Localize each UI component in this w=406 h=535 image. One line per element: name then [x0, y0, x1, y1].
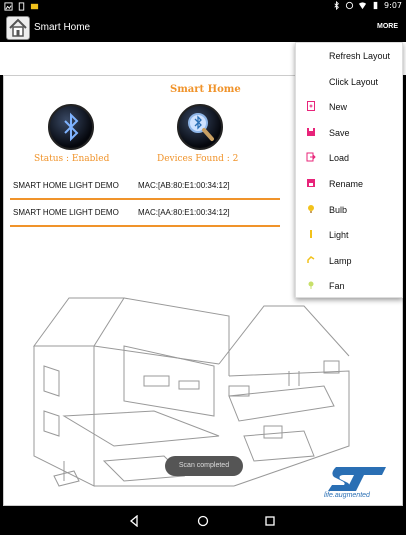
bulb-icon	[306, 204, 316, 214]
house-icon	[7, 17, 29, 39]
folder-notification-icon	[30, 2, 39, 11]
menu-item-label: New	[329, 102, 348, 113]
load-icon	[306, 152, 316, 162]
search-bluetooth-icon	[179, 106, 221, 148]
device-name: SMART HOME LIGHT DEMO	[13, 208, 119, 217]
menu-item-click-layout[interactable]	[296, 69, 404, 95]
notification-icons	[4, 2, 39, 11]
device-name: SMART HOME LIGHT DEMO	[13, 181, 119, 190]
menu-item-label: Load	[329, 153, 350, 164]
menu-item-new[interactable]	[296, 94, 404, 120]
recents-icon[interactable]	[264, 515, 276, 527]
phone-notification-icon	[17, 2, 26, 11]
new-file-icon	[306, 101, 316, 111]
status-bar	[0, 0, 406, 14]
more-button[interactable]: MORE	[377, 23, 398, 30]
app-title: Smart Home	[34, 22, 91, 33]
menu-item-rename[interactable]	[296, 171, 404, 197]
menu-item-load[interactable]	[296, 145, 404, 171]
lamp-icon	[306, 255, 316, 265]
battery-status-icon	[371, 1, 380, 10]
overflow-menu	[295, 42, 403, 298]
navigation-bar	[0, 507, 406, 535]
status-time: 9:07	[384, 1, 402, 10]
device-list-item[interactable]	[10, 199, 280, 225]
menu-item-label: Click Layout	[329, 76, 379, 87]
light-icon	[306, 229, 316, 239]
menu-item-label: Bulb	[329, 204, 348, 215]
menu-item-fan[interactable]	[296, 273, 404, 299]
menu-item-bulb[interactable]	[296, 197, 404, 223]
menu-item-save[interactable]	[296, 120, 404, 146]
scan-completed-toast: Scan completed	[165, 456, 243, 476]
menu-item-label: Save	[329, 127, 350, 138]
menu-item-label: Lamp	[329, 255, 352, 266]
menu-item-label: Fan	[329, 281, 345, 292]
device-divider	[10, 225, 280, 227]
bluetooth-toggle-button[interactable]	[48, 104, 94, 150]
fan-icon	[306, 280, 316, 290]
menu-item-label: Refresh Layout	[329, 51, 391, 61]
device-list-item[interactable]	[10, 172, 280, 198]
save-icon	[306, 127, 316, 137]
app-home-icon[interactable]	[6, 16, 30, 40]
bluetooth-icon	[50, 106, 92, 148]
devices-found-label: Devices Found : 2	[157, 154, 239, 164]
action-bar	[0, 14, 406, 42]
home-icon[interactable]	[197, 515, 209, 527]
bluetooth-status-icon	[332, 1, 341, 10]
menu-item-label: Rename	[329, 179, 364, 189]
section-title: Smart Home	[170, 84, 241, 95]
device-mac: MAC:[AB:80:E1:00:34:12]	[138, 181, 230, 190]
menu-item-label: Light	[329, 230, 349, 241]
rename-icon	[306, 178, 316, 188]
wifi-status-icon	[358, 1, 367, 10]
menu-item-lamp[interactable]	[296, 248, 404, 274]
rotate-status-icon	[345, 1, 354, 10]
bluetooth-status-label: Status : Enabled	[34, 154, 110, 164]
menu-item-refresh-layout[interactable]	[296, 43, 404, 69]
scan-devices-button[interactable]	[177, 104, 223, 150]
brand-tagline: life.augmented	[324, 492, 370, 499]
back-icon[interactable]	[128, 515, 140, 527]
device-mac: MAC:[AA:80:E1:00:34:12]	[138, 208, 230, 217]
system-status-icons	[332, 1, 402, 10]
menu-item-light[interactable]	[296, 222, 404, 248]
image-notification-icon	[4, 2, 13, 11]
